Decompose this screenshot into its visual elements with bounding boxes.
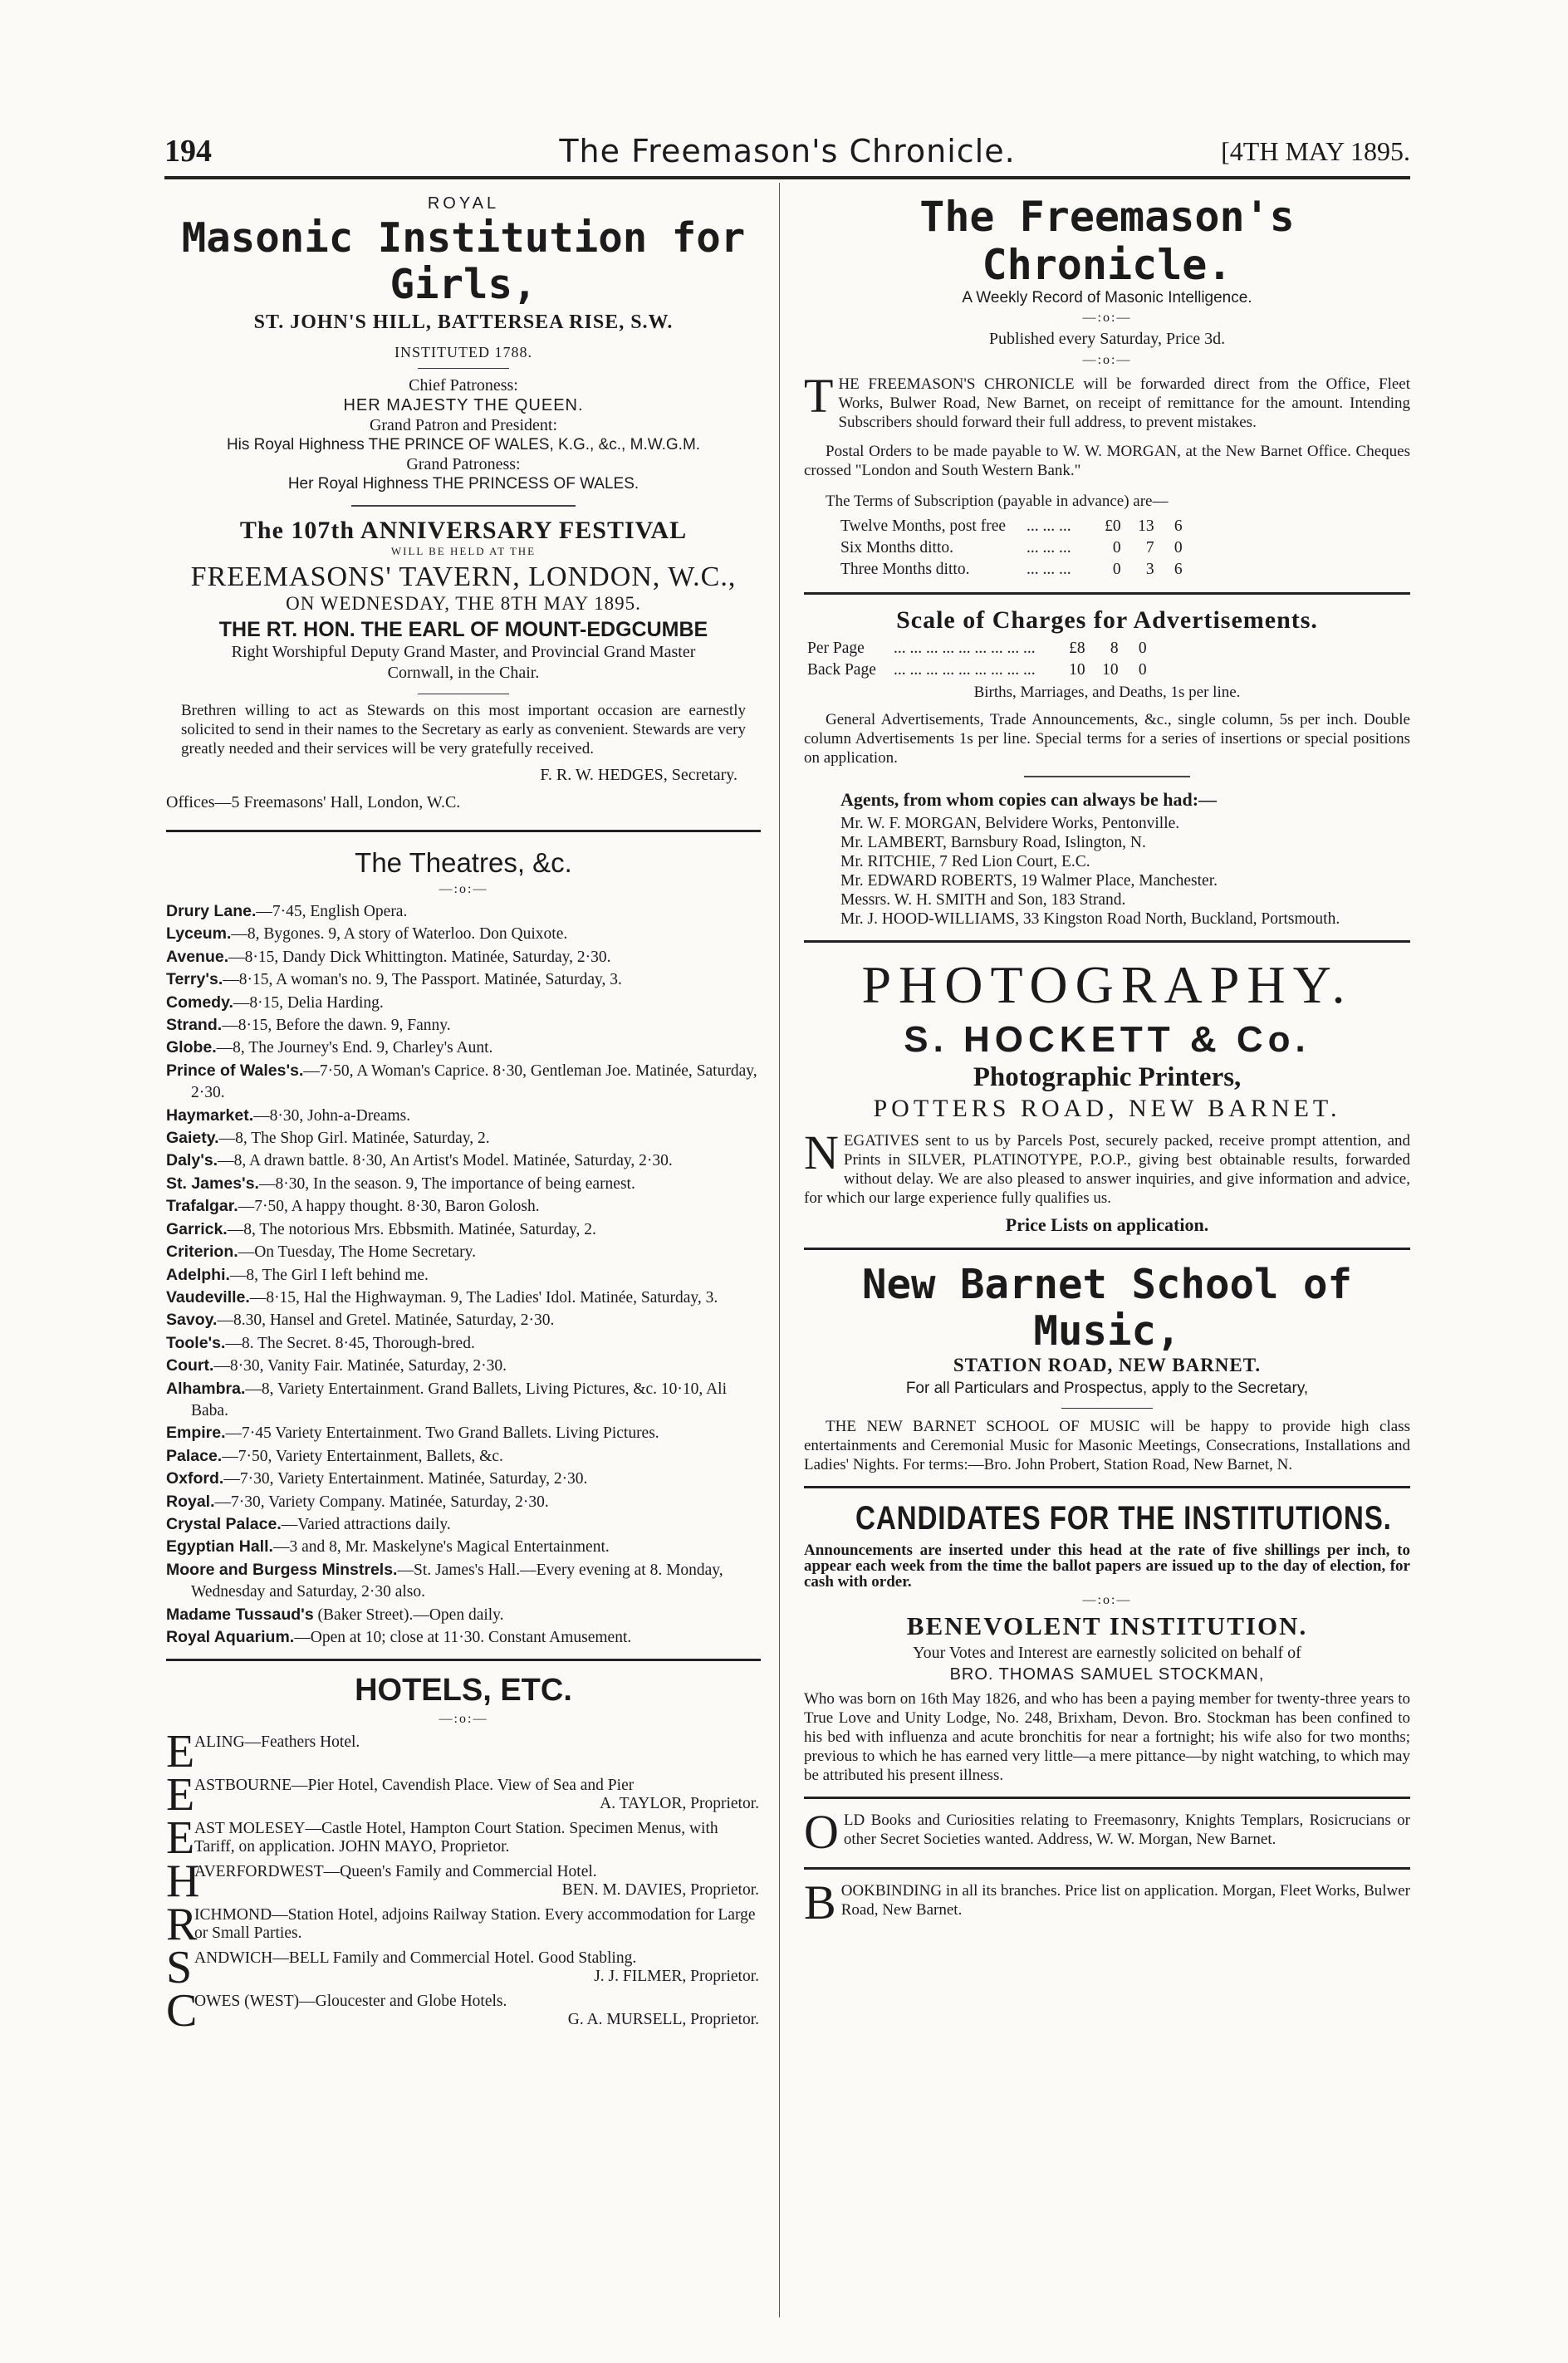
theatre-details: —7·30, Variety Company. Matinée, Saturday, 2·30. [214, 1493, 549, 1511]
header-rule [164, 176, 1410, 179]
rate-pence: 6 [1174, 561, 1183, 578]
music-body: THE NEW BARNET SCHOOL OF MUSIC will be happy to provide high class entertainments and Ceremonial Music for Masonic Meetings, Consecrations, Installations and Ladies' Nights. For terms:—Bro. John Probert, Station Road, New Barnet, N. [804, 1418, 1410, 1473]
theatre-details: —8·15, Hal the Highwayman. 9, The Ladies' Idol. Matinée, Saturday, 3. [249, 1288, 718, 1307]
right-column [804, 184, 1410, 1929]
theatre-details: —8, The notorious Mrs. Ebbsmith. Matinée, Saturday, 2. [227, 1220, 596, 1238]
issue-date: [4TH MAY 1895. [1221, 136, 1410, 166]
theatre-entry [166, 1513, 761, 1536]
earl-description: Right Worshipful Deputy Grand Master, and Provincial Grand Master Cornwall, in the Chair. [231, 643, 696, 682]
rate-label: Per Page [807, 640, 865, 657]
theatre-details: —8·30, In the season. 9, The importance of being earnest. [258, 1174, 635, 1193]
hotel-proprietor: BEN. M. DAVIES, Proprietor. [561, 1881, 759, 1900]
theatre-name: Globe. [166, 1038, 217, 1057]
theatre-details: —8.30, Hansel and Gretel. Matinée, Saturday, 2·30. [217, 1311, 555, 1330]
theatre-details: —7·50, Variety Entertainment, Ballets, &c. [222, 1447, 503, 1465]
hotel-text: AST MOLESEY—Castle Hotel, Hampton Court Station. Specimen Menus, with Tariff, on application. JOHN MAYO, Proprietor. [194, 1820, 718, 1856]
general-advertisements: General Advertisements, Trade Announcements, &c., single column, 5s per inch. Double column Advertisements 1s per line. Special terms for a series of insertions or special positions on application. [804, 711, 1410, 767]
grand-patroness-label: Grand Patroness: [406, 455, 521, 473]
theatre-details: —Open at 10; close at 11·30. Constant Amusement. [294, 1629, 632, 1646]
girls-title: Masonic Institution for Girls, [181, 214, 746, 308]
theatre-details: —8·15, Delia Harding. [233, 993, 384, 1012]
section-rule [166, 1659, 761, 1661]
theatre-entry [166, 1105, 761, 1127]
theatre-details: —8, The Shop Girl. Matinée, Saturday, 2. [218, 1130, 490, 1148]
secretary-name: F. R. W. HEDGES, Secretary. [540, 766, 737, 784]
theatre-name: Madame Tussaud's [166, 1605, 314, 1624]
photography-advert [804, 954, 1410, 1236]
negatives-text [804, 1125, 1410, 1208]
chronicle-advert [804, 193, 1410, 777]
rate-pence: 6 [1174, 517, 1183, 535]
ornament: —:o:— [1082, 353, 1132, 367]
drop-cap: O [804, 1805, 839, 1859]
theatre-entry [166, 1468, 761, 1490]
theatre-entry [166, 923, 761, 945]
section-rule [804, 1867, 1410, 1870]
chronicle-title: The Freemason's Chronicle. [919, 193, 1295, 289]
theatre-entry [166, 1604, 761, 1626]
rate-dots: ... ... ... ... ... ... ... ... ... [894, 661, 1036, 679]
drop-cap: T [804, 369, 834, 423]
rate-pence: 0 [1174, 539, 1183, 556]
agents-title: Agents, from whom copies can always be had:— [840, 789, 1218, 810]
theatre-entry [166, 992, 761, 1014]
ornamental-rule [351, 505, 576, 507]
theatre-name: Egyptian Hall. [166, 1537, 273, 1557]
theatre-entry [166, 1536, 761, 1558]
theatre-name: Court. [166, 1356, 214, 1375]
ornament: —:o:— [1082, 311, 1132, 325]
music-title: New Barnet School of Music, [861, 1261, 1352, 1355]
theatre-name: Avenue. [166, 947, 229, 966]
grand-patroness: Her Royal Highness THE PRINCESS OF WALES. [287, 475, 639, 493]
theatre-entry [166, 1445, 761, 1468]
theatre-entry [166, 1218, 761, 1241]
hotel-text: AVERFORDWEST—Queen's Family and Commercial Hotel. [194, 1863, 597, 1881]
theatre-entry [166, 1241, 761, 1263]
theatre-entry [166, 1014, 761, 1037]
theatre-entry [166, 1355, 761, 1377]
section-rule [804, 592, 1410, 595]
theatre-entry [166, 1195, 761, 1218]
theatre-name: Oxford. [166, 1469, 224, 1488]
theatre-details: —7·30, Variety Entertainment. Matinée, Saturday, 2·30. [223, 1470, 588, 1488]
agent-entry: Mr. W. F. MORGAN, Belvidere Works, Pentonville. [840, 815, 1180, 832]
chief-patroness-label: Chief Patroness: [409, 376, 518, 395]
votes-line: Your Votes and Interest are earnestly solicited on behalf of [913, 1644, 1301, 1662]
theatre-name: Moore and Burgess Minstrels. [166, 1560, 398, 1579]
rate-dots: ... ... ... ... ... ... ... ... ... [894, 640, 1036, 657]
chronicle-subtitle: A Weekly Record of Masonic Intelligence. [962, 289, 1252, 306]
theatre-details: —7·45, English Opera. [256, 903, 408, 920]
theatre-name: Strand. [166, 1016, 223, 1035]
theatre-name: Comedy. [166, 993, 233, 1012]
rate-pounds: 0 [1112, 561, 1121, 578]
theatre-name: Lyceum. [166, 924, 232, 944]
theatre-details: —8·15, A woman's no. 9, The Passport. Matinée, Saturday, 3. [223, 971, 622, 989]
theatre-entry [166, 1626, 761, 1649]
photo-firm: S. HOCKETT & Co. [904, 1019, 1311, 1060]
theatre-details: —8·30, Vanity Fair. Matinée, Saturday, 2·30. [213, 1357, 507, 1375]
candidates-note: Announcements are inserted under this head at the rate of five shillings per inch, to appear each week from the time the ballot papers are issued up to the day of election, for cash with order. [804, 1542, 1410, 1591]
ornament: —:o:— [1082, 1593, 1132, 1607]
births-line: Births, Marriages, and Deaths, 1s per line. [973, 684, 1241, 701]
photo-address: POTTERS ROAD, NEW BARNET. [873, 1095, 1341, 1122]
theatre-entry [166, 1378, 761, 1423]
terms-table [840, 517, 1183, 582]
column-divider [779, 183, 780, 2317]
section-rule [804, 1797, 1410, 1799]
rate-row [840, 517, 1183, 539]
rate-label: Six Months ditto. [840, 539, 953, 556]
theatre-name: Crystal Palace. [166, 1514, 282, 1533]
theatre-details: —8·15, Before the dawn. 9, Fanny. [222, 1017, 451, 1035]
theatre-details: —St. James's Hall.—Every evening at 8. Monday, Wednesday and Saturday, 2·30 also. [191, 1561, 723, 1601]
hotels-section [166, 1673, 761, 2037]
theatre-details: (Baker Street).—Open daily. [313, 1606, 504, 1624]
rate-shillings: 7 [1145, 539, 1154, 556]
drop-cap: S [166, 1942, 193, 1994]
theatre-name: Adelphi. [166, 1265, 230, 1284]
theatre-entry [166, 900, 761, 923]
hotel-text: ICHMOND—Station Hotel, adjoins Railway Station. Every accommodation for Large or Small Parties. [194, 1906, 756, 1943]
rate-pence: 0 [1138, 640, 1147, 657]
theatre-entry [166, 1037, 761, 1059]
rate-dots: ... ... ... [1027, 517, 1071, 535]
candidates-title: CANDIDATES FOR THE INSTITUTIONS. [855, 1500, 1392, 1537]
music-particulars: For all Particulars and Prospectus, apply to the Secretary, [905, 1380, 1309, 1397]
hotel-proprietor: J. J. FILMER, Proprietor. [594, 1968, 759, 1986]
theatre-name: Criterion. [166, 1243, 238, 1262]
grand-patron: His Royal Highness THE PRINCE OF WALES, K.G., &c., M.W.G.M. [226, 436, 701, 453]
negatives-body: EGATIVES sent to us by Parcels Post, securely packed, receive prompt attention, and Prints in SILVER, PLATINOTYPE, P.O.P., giving best obtainable results, forwarded without delay. We are also pleased to answer inquiries, and give information and advice, for which our large experience fully qualifies us. [804, 1132, 1410, 1207]
hotels-title: HOTELS, ETC. [355, 1673, 572, 1709]
hotel-entry [166, 1769, 761, 1821]
section-rule [804, 1248, 1410, 1250]
theatre-details: —7·50, A Woman's Caprice. 8·30, Gentleman Joe. Matinée, Saturday, 2·30. [191, 1061, 757, 1102]
theatre-details: —Varied attractions daily. [281, 1515, 451, 1533]
theatre-details: —7·50, A happy thought. 8·30, Baron Golosh. [238, 1198, 540, 1216]
postal-orders: Postal Orders to be made payable to W. W. MORGAN, at the New Barnet Office. Cheques crossed "London and South Western Bank." [804, 443, 1410, 479]
theatre-name: Garrick. [166, 1219, 228, 1238]
theatre-name: Trafalgar. [166, 1197, 238, 1216]
bookbinding-advert [804, 1875, 1410, 1929]
theatre-details: —3 and 8, Mr. Maskelyne's Magical Entertainment. [272, 1538, 610, 1557]
drop-cap: R [166, 1899, 198, 1951]
drop-cap: N [804, 1125, 839, 1179]
hotel-list [166, 1726, 761, 2037]
agent-list [804, 814, 1410, 929]
rate-pounds: 0 [1112, 539, 1121, 556]
festival-title: The 107th ANNIVERSARY FESTIVAL [239, 517, 688, 544]
music-school-advert [804, 1262, 1410, 1474]
page-number: 194 [164, 134, 212, 169]
theatre-name: Daly's. [166, 1151, 218, 1170]
agent-entry: Mr. RITCHIE, 7 Red Lion Court, E.C. [840, 853, 1090, 870]
scale-table [807, 640, 1147, 683]
theatre-name: Empire. [166, 1424, 226, 1443]
short-rule [1061, 1408, 1153, 1409]
drop-cap: E [166, 1812, 195, 1865]
theatre-entry [166, 1287, 761, 1309]
rate-pounds: £0 [1105, 517, 1121, 535]
royal-label: ROYAL [427, 194, 500, 213]
rate-row [840, 539, 1183, 561]
agent-entry: Mr. J. HOOD-WILLIAMS, 33 Kingston Road North, Buckland, Portsmouth. [840, 910, 1340, 928]
hotel-entry [166, 1942, 761, 1994]
left-column [166, 184, 761, 2036]
forward-notice [804, 369, 1410, 432]
theatre-entry [166, 1422, 761, 1444]
offices-address: Offices—5 Freemasons' Hall, London, W.C. [166, 793, 461, 811]
held-at: WILL BE HELD AT THE [390, 545, 537, 557]
rate-shillings: 13 [1138, 517, 1154, 535]
agent-entry: Messrs. W. H. SMITH and Son, 183 Strand. [840, 891, 1126, 909]
rate-pounds: 10 [1069, 661, 1085, 679]
candidates-section [804, 1500, 1410, 1785]
rate-pence: 0 [1138, 661, 1147, 679]
bro-name: BRO. THOMAS SAMUEL STOCKMAN, [949, 1665, 1265, 1684]
price-lists: Price Lists on application. [1005, 1214, 1209, 1235]
theatre-entry [166, 1173, 761, 1195]
hotel-entry [166, 1812, 761, 1865]
rate-dots: ... ... ... [1027, 561, 1071, 578]
section-rule [804, 940, 1410, 943]
theatre-entry [166, 1559, 761, 1604]
theatre-name: Alhambra. [166, 1379, 246, 1398]
rate-label: Twelve Months, post free [840, 517, 1007, 535]
theatre-entry [166, 1491, 761, 1513]
rate-label: Three Months ditto. [840, 561, 970, 578]
drop-cap: C [166, 1985, 198, 2037]
theatre-details: —8, The Girl I left behind me. [229, 1266, 429, 1284]
hotel-entry [166, 1856, 761, 1908]
theatres-section [166, 847, 761, 1649]
theatre-name: Prince of Wales's. [166, 1061, 304, 1080]
bookbinding-text: OOKBINDING in all its branches. Price list on application. Morgan, Fleet Works, Bulwer Road, New Barnet. [840, 1882, 1410, 1919]
theatre-list [166, 900, 761, 1649]
hotel-text: ALING—Feathers Hotel. [194, 1733, 360, 1752]
theatre-name: Vaudeville. [166, 1287, 250, 1307]
theatres-title: The Theatres, &c. [355, 847, 572, 878]
theatre-details: —8, Bygones. 9, A story of Waterloo. Don Quixote. [231, 925, 568, 944]
hotel-entry [166, 1985, 761, 2037]
theatre-name: St. James's. [166, 1174, 259, 1193]
hotel-entry [166, 1726, 761, 1778]
theatre-entry [166, 1309, 761, 1331]
theatre-details: —8, Variety Entertainment. Grand Ballets, Living Pictures, &c. 10·10, Ali Baba. [191, 1380, 728, 1419]
theatre-name: Drury Lane. [166, 902, 257, 920]
hotel-text: OWES (WEST)—Gloucester and Globe Hotels. [194, 1993, 507, 2011]
benevolent-title: BENEVOLENT INSTITUTION. [906, 1611, 1308, 1640]
girls-institution-advert [166, 194, 761, 813]
venue: FREEMASONS' TAVERN, LONDON, W.C., [190, 561, 737, 592]
chief-patroness: HER MAJESTY THE QUEEN. [343, 396, 584, 414]
section-rule [166, 830, 761, 832]
theatre-entry [166, 1264, 761, 1287]
hotel-text: ANDWICH—BELL Family and Commercial Hotel. Good Stabling. [194, 1949, 637, 1968]
forward-text: HE FREEMASON'S CHRONICLE will be forwarded direct from the Office, Fleet Works, Bulwer Road, New Barnet, on receipt of remittance for the amount. Intending Subscribers should forward their full address, to prevent mistakes. [838, 375, 1410, 431]
hotel-proprietor: A. TAYLOR, Proprietor. [600, 1795, 759, 1813]
rate-row [807, 640, 1147, 661]
hotel-text: ASTBOURNE—Pier Hotel, Cavendish Place. View of Sea and Pier [194, 1777, 635, 1795]
stockman-body: Who was born on 16th May 1826, and who has been a paying member for twenty-three years to True Love and Unity Lodge, No. 248, Brixham, Devon. Bro. Stockman has been confined to his bed with influenza and acute bronchitis for near a fortnight; his wife also for two months; previous to which he has earned very little—a mere pittance—by night watching, to which may be attributed his present illness. [804, 1690, 1410, 1784]
ornamental-rule [1024, 776, 1190, 777]
theatre-name: Palace. [166, 1446, 223, 1465]
rate-label: Back Page [807, 661, 876, 679]
theatre-details: —8, A drawn battle. 8·30, An Artist's Model. Matinée, Saturday, 2·30. [218, 1152, 673, 1170]
theatre-name: Terry's. [166, 970, 223, 989]
scale-title: Scale of Charges for Advertisements. [896, 606, 1318, 634]
agents-section [804, 789, 1410, 929]
theatre-name: Royal Aquarium. [166, 1628, 295, 1646]
music-address: STATION ROAD, NEW BARNET. [953, 1355, 1262, 1375]
photo-subtitle: Photographic Printers, [973, 1062, 1242, 1092]
rate-pounds: £8 [1069, 640, 1085, 657]
rate-row [807, 661, 1147, 683]
ornament: —:o:— [439, 882, 488, 896]
agent-entry: Mr. EDWARD ROBERTS, 19 Walmer Place, Manchester. [840, 872, 1218, 890]
theatre-name: Gaiety. [166, 1129, 219, 1148]
theatre-details: —8. The Secret. 8·45, Thorough-bred. [225, 1334, 475, 1352]
drop-cap: E [166, 1769, 195, 1821]
theatre-entry [166, 1060, 761, 1105]
ornament: —:o:— [439, 1712, 488, 1727]
theatre-name: Royal. [166, 1492, 215, 1511]
theatre-details: —8, The Journey's End. 9, Charley's Aunt. [216, 1039, 493, 1057]
theatre-entry [166, 946, 761, 968]
paper-title: The Freemason's Chronicle. [559, 133, 1016, 169]
rate-row [840, 561, 1183, 582]
stewards-appeal: Brethren willing to act as Stewards on this most important occasion are earnestly solicited to send in their names to the Secretary as early as convenient. Stewards are very greatly needed and their services will be very gratefully received. [181, 702, 746, 757]
theatre-name: Haymarket. [166, 1106, 254, 1125]
short-rule [418, 368, 509, 369]
theatre-entry [166, 1127, 761, 1150]
earl-name: THE RT. HON. THE EARL OF MOUNT-EDGCUMBE [218, 618, 708, 641]
drop-cap: B [804, 1875, 836, 1929]
drop-cap: E [166, 1726, 195, 1778]
rate-shillings: 8 [1110, 640, 1119, 657]
theatre-details: —8·30, John-a-Dreams. [253, 1106, 411, 1125]
theatre-name: Toole's. [166, 1333, 226, 1352]
rate-dots: ... ... ... [1027, 539, 1071, 556]
hotel-proprietor: G. A. MURSELL, Proprietor. [567, 2011, 759, 2029]
section-rule [804, 1486, 1410, 1488]
theatre-entry [166, 1150, 761, 1172]
published-line: Published every Saturday, Price 3d. [988, 330, 1226, 348]
girls-address: ST. JOHN'S HILL, BATTERSEA RISE, S.W. [253, 311, 674, 333]
grand-patron-label: Grand Patron and President: [369, 416, 558, 434]
theatre-entry [166, 968, 761, 991]
hotel-entry [166, 1899, 761, 1951]
theatre-name: Savoy. [166, 1311, 218, 1330]
terms-intro: The Terms of Subscription (payable in advance) are— [826, 493, 1169, 510]
theatre-entry [166, 1332, 761, 1355]
instituted: INSTITUTED 1788. [394, 344, 532, 360]
photography-title: PHOTOGRAPHY. [861, 955, 1353, 1014]
rate-shillings: 10 [1102, 661, 1119, 679]
theatre-details: —8·15, Dandy Dick Whittington. Matinée, Saturday, 2·30. [228, 948, 611, 966]
drop-cap: H [166, 1856, 200, 1908]
old-books-advert [804, 1805, 1410, 1859]
agent-entry: Mr. LAMBERT, Barnsbury Road, Islington, N. [840, 834, 1146, 851]
theatre-details: —On Tuesday, The Home Secretary. [238, 1243, 476, 1262]
festival-date: ON WEDNESDAY, THE 8TH MAY 1895. [286, 593, 641, 614]
rate-shillings: 3 [1145, 561, 1154, 578]
running-header [164, 133, 1410, 174]
theatre-details: —7·45 Variety Entertainment. Two Grand Ballets. Living Pictures. [225, 1424, 659, 1443]
old-books-text: LD Books and Curiosities relating to Freemasonry, Knights Templars, Rosicrucians or other Secret Societies wanted. Address, W. W. Morgan, New Barnet. [843, 1811, 1410, 1848]
